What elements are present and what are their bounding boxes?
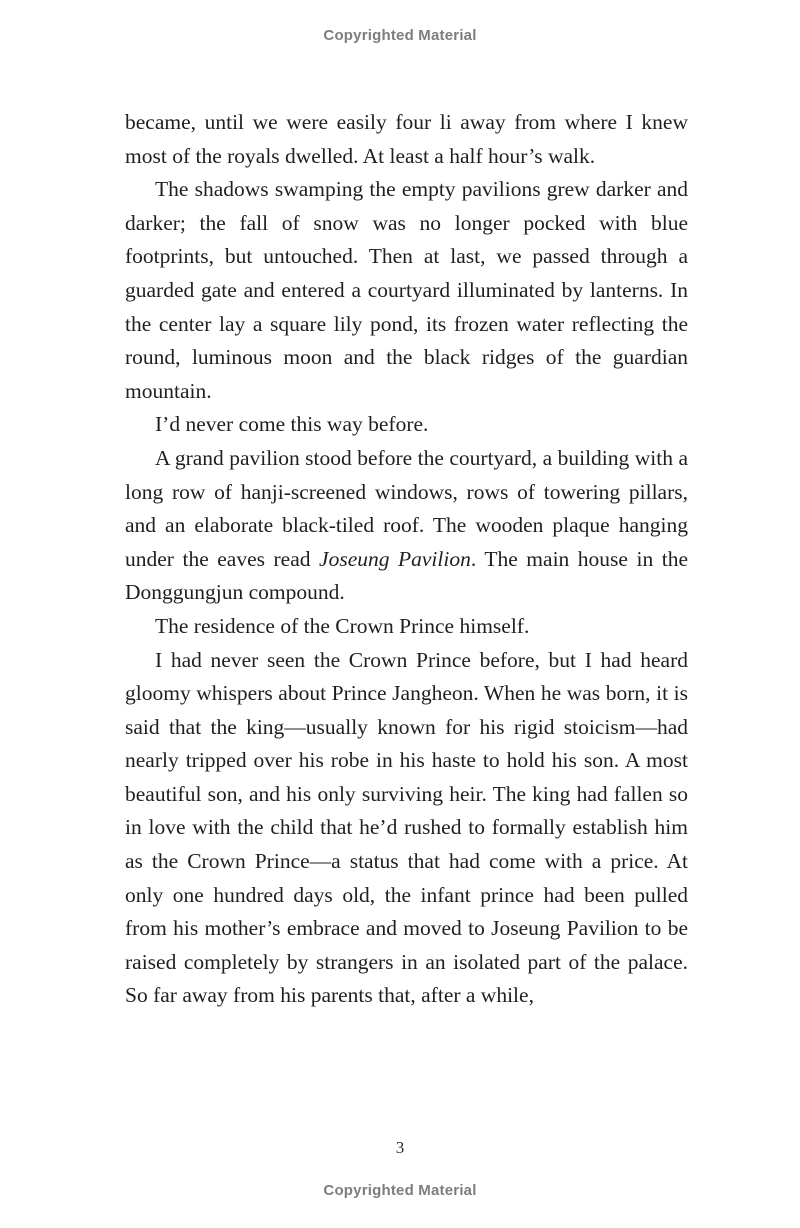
text-segment: I had never seen the Crown Prince before, but I had heard gloomy whispers about Prince Jangheon. When he was born, it is said that the king—usually known for his rigid stoicism—had nearly tripped over his robe in his haste to hold his son. A most beautiful son, and his only surviving heir. The king had fallen so in love with the child that he’d rushed to formally establish him as the Crown Prince—a status that had come with a price. At only one hundred days old, the infant prince had been pulled from his mother’s embrace and moved to Joseung Pavilion to be raised completely by strangers in an isolated part of the palace. So far away from his parents that, after a while, bbox=[125, 647, 688, 1008]
book-text bbox=[125, 106, 688, 1013]
text-segment: A grand pavilion stood before the courtyard, a building with a long row of hanji-screened windows, rows of towering pillars, and an elaborate black-tiled roof. The wooden plaque hanging under the eaves read bbox=[125, 445, 688, 571]
italic-text-segment: Joseung Pavilion bbox=[319, 546, 471, 571]
paragraph bbox=[125, 408, 688, 442]
paragraph bbox=[125, 442, 688, 610]
paragraph bbox=[125, 610, 688, 644]
text-segment: . The main house in the Donggungjun compound. bbox=[125, 546, 688, 605]
text-segment: The residence of the Crown Prince himself. bbox=[155, 613, 530, 638]
paragraph bbox=[125, 644, 688, 1014]
paragraph bbox=[125, 173, 688, 408]
text-segment: The shadows swamping the empty pavilions grew darker and darker; the fall of snow was no longer pocked with blue footprints, but untouched. Then at last, we passed through a guarded gate and entered a courtyard illuminated by lanterns. In the center lay a square lily pond, its frozen water reflecting the round, luminous moon and the black ridges of the guardian mountain. bbox=[125, 177, 688, 403]
text-segment: I’d never come this way before. bbox=[155, 412, 429, 437]
top-copyright-notice: Copyrighted Material bbox=[323, 27, 477, 44]
page-number: 3 bbox=[395, 1138, 405, 1157]
bottom-copyright-notice: Copyrighted Material bbox=[323, 1182, 477, 1199]
text-segment: became, until we were easily four li away from where I knew most of the royals dwelled. At least a half hour’s walk. bbox=[125, 110, 688, 168]
paragraph bbox=[125, 106, 688, 173]
